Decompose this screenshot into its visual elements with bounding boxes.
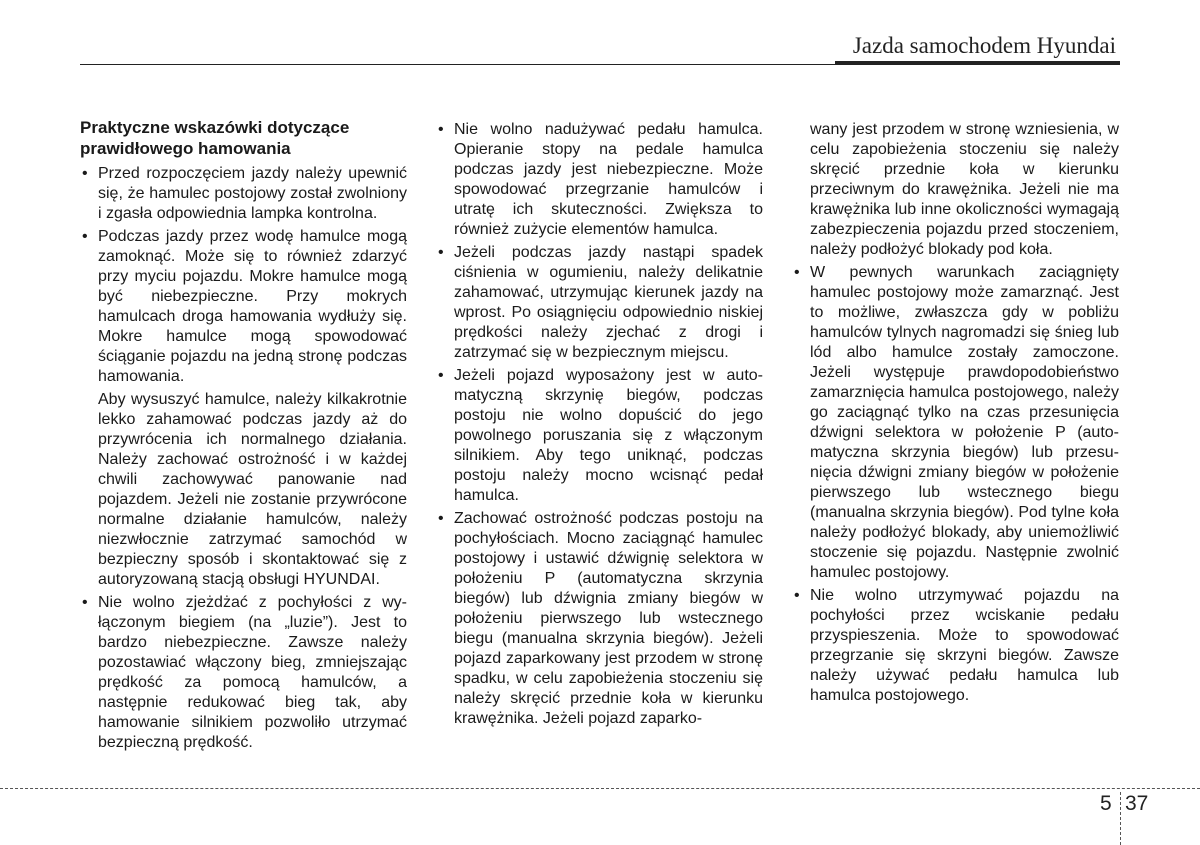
bullet-continuation: Aby wysuszyć hamulce, należy kilkakrotnie lekko zahamować podczas jazdy aż do przywrócenia ich normalnego działania. Należy zachować ostrożność i w każdej chwili zachowywać panowanie nad pojazdem. Jeżeli nie zostanie przywrócone normalne działanie hamulców, należy niezwłocznie zatrzymać samochód w bezpieczny sposób i skontaktować się z autoryzowaną stacją obsługi HYUNDAI. <box>98 391 407 588</box>
bullet-item: • Jeżeli podczas jazdy nastąpi spadek ciśnienia w ogumieniu, należy delikatnie zahamować, utrzymując kierunek jazdy na wprost. Po osiągnięciu odpowiednio niskiej prędkości należy zjechać z drogi i zatrzymać się w bezpiecznym miejscu. <box>436 243 763 363</box>
text-column-3 <box>792 120 1119 709</box>
header-title: Jazda samochodem Hyundai <box>852 33 1116 58</box>
bullet-item: • Nie wolno utrzymywać pojazdu na pochyłości przez wciskanie pedału przyspieszenia. Może to spowodować przegrzanie się skrzyni biegów. Zawsze należy używać pedału hamulca lub hamulca postojowego. <box>792 586 1119 706</box>
footer-divider <box>1120 792 1121 845</box>
header-rule <box>80 64 835 65</box>
header-rule-accent <box>835 61 1120 65</box>
bullet-item: • Nie wolno nadużywać pedału hamulca. Opieranie stopy na pedale hamulca podczas jazdy jest niebezpieczne. Może spowodować przegrzanie hamulców i utratę ich skuteczności. Zwiększa to również zużycie elementów hamulca. <box>436 120 763 240</box>
text-column-2 <box>436 120 763 732</box>
bullet-item: • Jeżeli pojazd wyposażony jest w automatyczną skrzynię biegów, podczas postoju nie wolno dopuścić do jego powolnego poruszania się z włączonym silnikiem. Aby tego uniknąć, podczas postoju należy mocno wcisnąć pedał hamulca. <box>436 366 763 506</box>
bullet-item: • W pewnych warunkach zaciągnięty hamulec postojowy może zamarznąć. Jest to możliwe, zwłaszcza gdy w pobliżu hamulców tylnych nagromadzi się śnieg lub lód albo hamulce zostały zamoczone. Jeżeli występuje prawdopodobieństwo zamarznięcia hamulca postojowego, należy go zaciągnąć tylko na czas przesunięcia dźwigni selektora w położenie P (automatyczna skrzynia biegów) lub przesunięcia dźwigni zmiany biegów w położenie pierwszego lub wstecznego biegu (manualna skrzynia biegów). Pod tylne koła należy podłożyć blokady, aby uniemożliwić stoczenie się pojazdu. Następnie zwolnić hamulec postojowy. <box>792 263 1119 583</box>
text-column-1 <box>80 117 407 756</box>
section-heading: Praktyczne wskazówki dotyczące prawidłowego hamowania <box>80 118 350 158</box>
bullet-item: • Nie wolno zjeżdżać z pochyłości z wyłączonym biegiem (na „luzie”). Jest to bardzo niebezpieczne. Zawsze należy pozostawiać włączony bieg, zmniejszając prędkość za pomocą hamulców, a następnie redukować bieg tak, aby hamowanie silnikiem pozwoliło utrzymać bezpieczną prędkość. <box>80 593 407 753</box>
bullet-item: • Podczas jazdy przez wodę hamulce mogą zamoknąć. Może się to również zdarzyć przy myciu pojazdu. Mokre hamulce mogą być niebezpieczne. Przy mokrych hamulcach droga hamowania wydłuży się. Mokre hamulce mogą spowodować ściąganie pojazdu na jedną stronę podczas hamowania. <box>80 227 407 387</box>
bullet-item: • Przed rozpoczęciem jazdy należy upewnić się, że hamulec postojowy został zwolniony i zgasła odpowiednia lampka kontrolna. <box>80 164 407 224</box>
bullet-continuation: wany jest przodem w stronę wzniesienia, w celu zapobieżenia stoczeniu się należy skręcić przednie koła w kierunku przeciwnym do krawężnika. Jeżeli nie ma krawężnika lub inne okoliczności wymagają zabezpieczenia pojazdu przed stoczeniem, należy podłożyć blokady pod koła. <box>810 121 1119 258</box>
page-number: 37 <box>1125 792 1149 815</box>
chapter-number: 5 <box>1100 792 1112 815</box>
footer-dashed-rule <box>0 788 1200 789</box>
bullet-item: • Zachować ostrożność podczas postoju na pochyłościach. Mocno zaciągnąć hamulec postojowy i ustawić dźwignię selektora w położeniu P (automatyczna skrzynia biegów) lub dźwignia zmiany biegów w położeniu pierwszego lub wstecznego biegu (manualna skrzynia biegów). Jeżeli pojazd zaparkowany jest przodem w stronę spadku, w celu zapobieżenia stoczeniu się należy skręcić przednie koła w kierunku krawężnika. Jeżeli pojazd zaparko- <box>436 509 763 729</box>
